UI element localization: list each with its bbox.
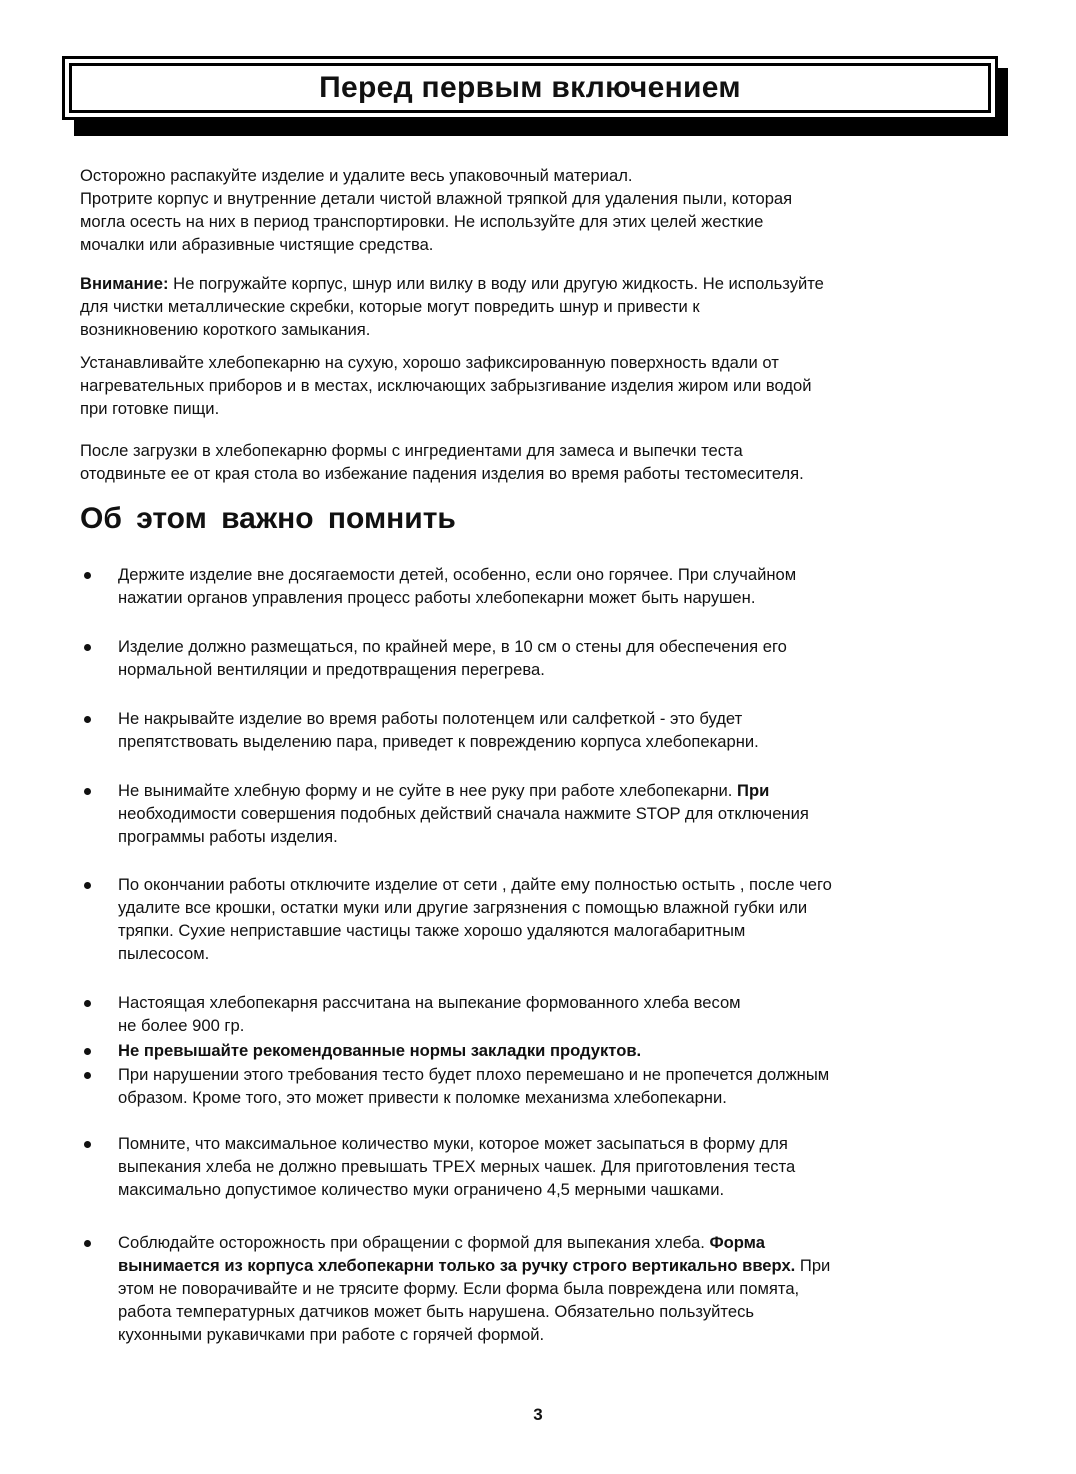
page-title: Перед первым включением <box>319 71 741 104</box>
text-segment: для чистки металлические скребки, которые могут повредить шнур и привести к <box>80 297 700 316</box>
bullet-item <box>118 873 832 965</box>
text-segment: Не погружайте корпус, шнур или вилку в воду или другую жидкость. Не используйте <box>168 274 824 293</box>
title-box <box>62 56 998 120</box>
text-line <box>118 635 787 658</box>
text-line <box>80 210 792 233</box>
bold-text: Форма <box>709 1233 765 1252</box>
text-segment: кухонными рукавичками при работе с горячей формой. <box>118 1325 545 1344</box>
text-segment: Соблюдайте осторожность при обращении с формой для выпекания хлеба. <box>118 1233 710 1252</box>
intro-paragraph <box>80 351 812 420</box>
bullet-icon <box>84 1240 91 1247</box>
text-segment: Осторожно распакуйте изделие и удалите весь упаковочный материал. <box>80 166 633 185</box>
text-line <box>118 825 809 848</box>
bullet-item <box>118 635 787 681</box>
text-segment: возникновению короткого замыкания. <box>80 320 371 339</box>
text-segment: Не накрывайте изделие во время работы полотенцем или салфеткой - это будет <box>118 709 743 728</box>
page-number: 3 <box>533 1405 543 1424</box>
bullet-item <box>118 563 796 609</box>
bullet-item <box>118 991 741 1037</box>
section-heading: Об этом важно помнить <box>80 502 456 535</box>
text-segment: Помните, что максимальное количество муки, которое может засыпаться в форму для <box>118 1134 788 1153</box>
text-line <box>118 779 809 802</box>
text-segment: Изделие должно размещаться, по крайней мере, в 10 см о стены для обеспечения его <box>118 637 787 656</box>
bullet-item <box>118 1132 795 1201</box>
text-segment: работа температурных датчиков может быть нарушена. Обязательно пользуйтесь <box>118 1302 755 1321</box>
text-line <box>118 1014 741 1037</box>
text-line <box>118 1231 830 1254</box>
text-line <box>118 586 796 609</box>
text-line <box>118 1277 830 1300</box>
text-line <box>80 187 792 210</box>
text-line <box>80 351 812 374</box>
bullet-item <box>118 1063 829 1109</box>
text-segment: Держите изделие вне досягаемости детей, особенно, если оно горячее. При случайном <box>118 565 797 584</box>
text-segment: программы работы изделия. <box>118 827 338 846</box>
text-line <box>118 1323 830 1346</box>
text-line <box>118 1086 829 1109</box>
intro-paragraph <box>80 439 804 485</box>
text-line <box>118 1132 795 1155</box>
bullet-item <box>118 707 759 753</box>
bold-text: При <box>737 781 770 800</box>
text-segment: Устанавливайте хлебопекарню на сухую, хорошо зафиксированную поверхность вдали от <box>80 353 779 372</box>
text-segment: нормальной вентиляции и предотвращения перегрева. <box>118 660 545 679</box>
bullet-icon <box>84 1000 91 1007</box>
text-segment: нажатии органов управления процесс работы хлебопекарни может быть нарушен. <box>118 588 756 607</box>
text-segment: этом не поворачивайте и не трясите форму. Если форма была повреждена или помята, <box>118 1279 800 1298</box>
text-line <box>80 462 804 485</box>
text-segment: необходимости совершения подобных действий сначала нажмите STOP для отключения <box>118 804 809 823</box>
text-segment: не более 900 гр. <box>118 1016 245 1035</box>
text-segment: образом. Кроме того, это может привести к поломке механизма хлебопекарни. <box>118 1088 727 1107</box>
bullet-icon <box>84 1072 91 1079</box>
text-line <box>118 873 832 896</box>
text-line <box>80 318 824 341</box>
bullet-icon <box>84 572 91 579</box>
text-line <box>80 397 812 420</box>
bullet-icon <box>84 1048 91 1055</box>
text-segment: тряпки. Сухие неприставшие частицы также хорошо удаляются малогабаритным <box>118 921 746 940</box>
text-line <box>118 730 759 753</box>
text-segment: при готовке пищи. <box>80 399 220 418</box>
text-line <box>118 919 832 942</box>
text-line <box>118 1300 830 1323</box>
bullet-item <box>118 779 809 848</box>
text-line <box>118 563 796 586</box>
intro-paragraph <box>80 164 792 256</box>
text-line <box>118 1155 795 1178</box>
bullet-icon <box>84 788 91 795</box>
text-segment: удалите все крошки, остатки муки или другие загрязнения с помощью влажной губки или <box>118 898 808 917</box>
warning-paragraph <box>80 272 824 341</box>
bold-text: Не превышайте рекомендованные нормы закладки продуктов. <box>118 1041 642 1060</box>
text-line <box>118 658 787 681</box>
text-segment: По окончании работы отключите изделие от сети , дайте ему полностью остыть , после чего <box>118 875 832 894</box>
text-line <box>80 374 812 397</box>
text-line <box>80 233 792 256</box>
text-segment: отодвиньте ее от края стола во избежание падения изделия во время работы тестомесителя. <box>80 464 804 483</box>
bullet-icon <box>84 1141 91 1148</box>
text-line <box>118 1254 830 1277</box>
text-line <box>118 896 832 919</box>
text-line <box>80 272 824 295</box>
text-line <box>118 942 832 965</box>
text-segment: мочалки или абразивные чистящие средства. <box>80 235 434 254</box>
title-inner-frame <box>69 63 991 113</box>
text-line <box>118 1178 795 1201</box>
bullet-item <box>118 1039 641 1062</box>
text-line <box>118 1063 829 1086</box>
bullet-icon <box>84 882 91 889</box>
text-line <box>80 439 804 462</box>
text-segment: могла осесть на них в период транспортировки. Не используйте для этих целей жесткие <box>80 212 764 231</box>
text-line <box>80 295 824 318</box>
text-segment: Настоящая хлебопекарня рассчитана на выпекание формованного хлеба весом <box>118 993 741 1012</box>
text-segment: препятствовать выделению пара, приведет к повреждению корпуса хлебопекарни. <box>118 732 759 751</box>
text-segment: пылесосом. <box>118 944 210 963</box>
text-line <box>118 991 741 1014</box>
text-segment: Протрите корпус и внутренние детали чистой влажной тряпкой для удаления пыли, которая <box>80 189 793 208</box>
text-segment: При нарушении этого требования тесто будет плохо перемешано и не пропечется должным <box>118 1065 830 1084</box>
bullet-item <box>118 1231 830 1346</box>
bullet-icon <box>84 716 91 723</box>
text-line <box>118 802 809 825</box>
text-segment: После загрузки в хлебопекарню формы с ингредиентами для замеса и выпечки теста <box>80 441 743 460</box>
text-line <box>80 164 792 187</box>
text-segment: максимально допустимое количество муки ограничено 4,5 мерными чашками. <box>118 1180 725 1199</box>
text-segment: нагревательных приборов и в местах, исключающих забрызгивание изделия жиром или водой <box>80 376 812 395</box>
text-line <box>118 707 759 730</box>
text-segment: При <box>795 1256 831 1275</box>
text-line <box>118 1039 641 1062</box>
text-segment: выпекания хлеба не должно превышать ТРЕХ мерных чашек. Для приготовления теста <box>118 1157 796 1176</box>
bullet-icon <box>84 644 91 651</box>
bold-text: вынимается из корпуса хлебопекарни только за ручку строго вертикально вверх. <box>118 1256 796 1275</box>
bold-text: Внимание: <box>80 274 169 293</box>
text-segment: Не вынимайте хлебную форму и не суйте в нее руку при работе хлебопекарни. <box>118 781 738 800</box>
